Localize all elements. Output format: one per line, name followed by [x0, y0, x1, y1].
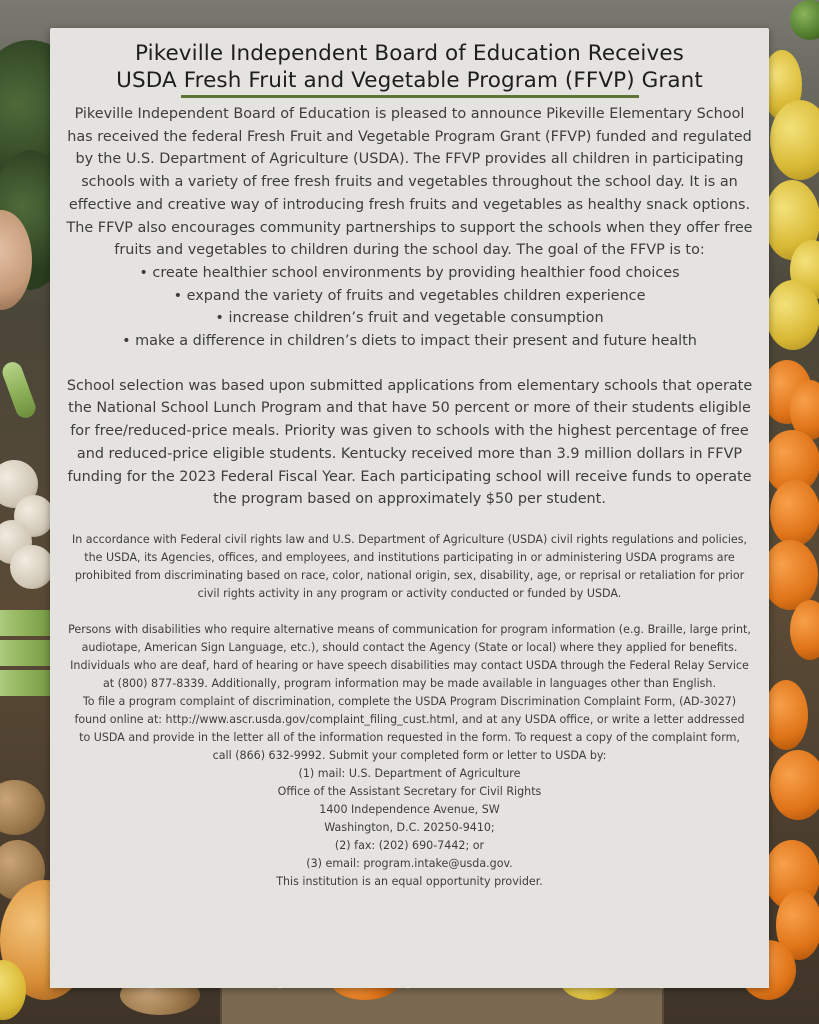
complaint-paragraph: To file a program complaint of discrimination, complete the USDA Program Discrimination Complaint Form, (AD-3027) found online at: http://www.ascr.usda.gov/complaint_filing_cust.html, and at any USDA office, or write a letter addressed to USDA and provide in the letter all of the information requested in the form. To request a copy of the complaint form, call (866) 632-9992. Submit your completed form or letter to USDA by: — [74, 694, 745, 762]
goals-list — [62, 262, 757, 353]
address-line: 1400 Independence Avenue, SW — [319, 802, 500, 816]
goal-item: • make a difference in children’s diets to impact their present and future health — [62, 330, 757, 353]
title-line-1: Pikeville Independent Board of Education Receives — [135, 41, 684, 66]
title-line-2: USDA Fresh Fruit and Vegetable Program (FFVP) Grant — [116, 68, 703, 93]
title-underline — [181, 95, 639, 98]
orange — [764, 680, 808, 750]
announcement — [50, 28, 769, 968]
address-line: (2) fax: (202) 690-7442; or — [334, 838, 485, 852]
spacer — [62, 353, 757, 375]
goal-item: • create healthier school environments by providing healthier food choices — [62, 262, 757, 285]
goal-item: • increase children’s fruit and vegetable consumption — [62, 307, 757, 330]
address-line: (3) email: program.intake@usda.gov. — [306, 856, 513, 870]
address-line: (1) mail: U.S. Department of Agriculture — [298, 766, 521, 780]
address-line: Washington, D.C. 20250-9410; — [324, 820, 495, 834]
garlic-bulb — [10, 545, 54, 589]
orange — [770, 750, 819, 820]
goal-item: • expand the variety of fruits and vegetables children experience — [62, 285, 757, 308]
intro-paragraph: Pikeville Independent Board of Education is pleased to announce Pikeville Elementary School has received the federal Fresh Fruit and Vegetable Program Grant (FFVP) funded and regulated by the U.S. Department of Agriculture (USDA). The FFVP provides all children in participating schools with a variety of free fresh fruits and vegetables throughout the school day. It is an effective and creative way of introducing fresh fruits and vegetables as healthy snack options. The FFVP also encourages community partnerships to support the schools when they offer free fruits and vegetables to children during the school day. The goal of the FFVP is to: — [66, 106, 753, 259]
equal-opportunity-statement: This institution is an equal opportunity provider. — [276, 874, 543, 888]
page-title — [50, 40, 769, 94]
address-line: Office of the Assistant Secretary for Civil Rights — [277, 784, 542, 798]
civil-rights-paragraph: In accordance with Federal civil rights law and U.S. Department of Agriculture (USDA) civil rights regulations and policies, the USDA, its Agencies, offices, and employees, and institutions participating in or administering USDA programs are prohibited from discriminating based on race, color, national origin, sex, disability, age, or reprisal or retaliation for prior civil rights activity in any program or activity conducted or funded by USDA. — [71, 532, 748, 600]
announcement-body — [62, 103, 757, 511]
spacer — [68, 603, 751, 621]
nondiscrimination-statement — [68, 531, 751, 891]
orange — [770, 480, 819, 546]
disabilities-paragraph: Persons with disabilities who require alternative means of communication for program information (e.g. Braille, large print, audiotape, American Sign Language, etc.), should contact the Agency (State or local) where they applied for benefits. Individuals who are deaf, hard of hearing or have speech disabilities may contact USDA through the Federal Relay Service at (800) 877-8339. Additionally, program information may be made available in languages other than English. — [68, 622, 751, 690]
selection-paragraph: School selection was based upon submitted applications from elementary schools that operate the National School Lunch Program and that have 50 percent or more of their students eligible for free/reduced-price meals. Priority was given to schools with the highest percentage of free and reduced-price eligible students. Kentucky received more than 3.9 million dollars in FFVP funding for the 2023 Federal Fiscal Year. Each participating school will receive funds to operate the program based on approximately $50 per student. — [66, 377, 753, 508]
lemon — [766, 280, 819, 350]
